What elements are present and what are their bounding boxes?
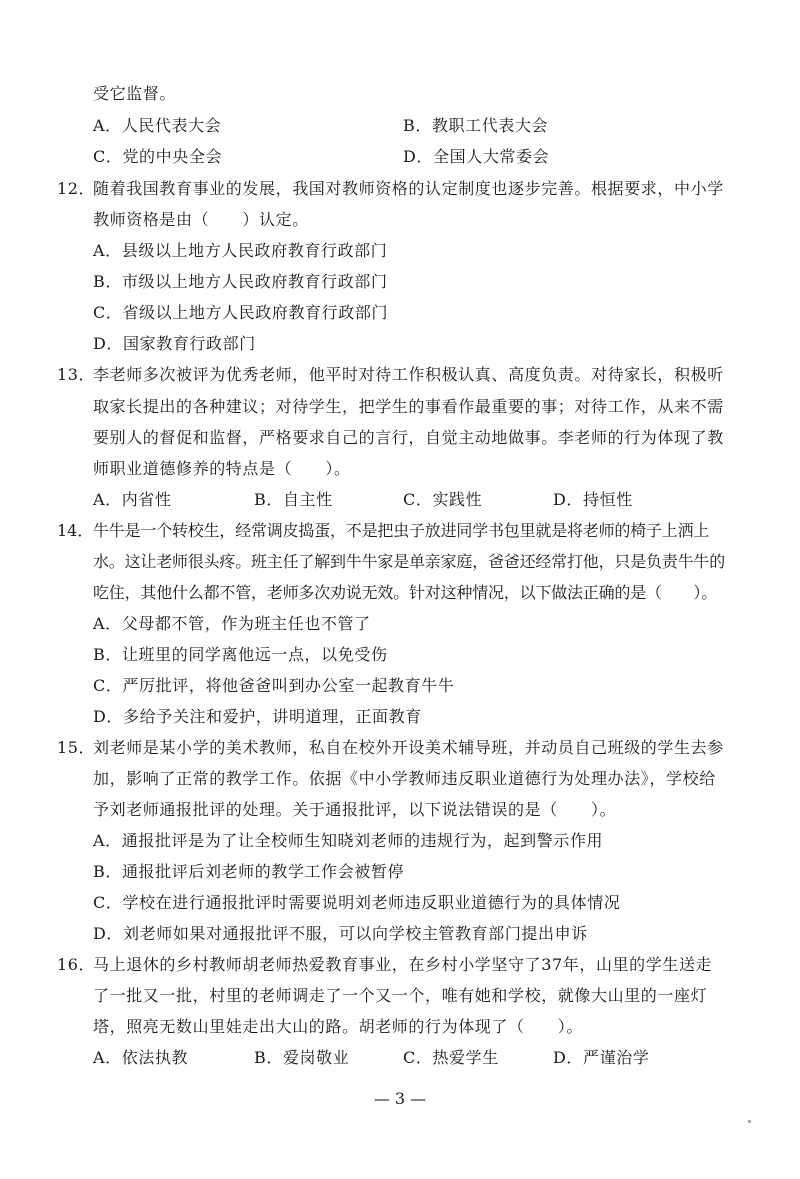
q16-option-a: A．依法执教 (93, 1048, 189, 1067)
q13-stem-line-2: 取家长提出的各种建议；对待学生，把学生的事看作最重要的事；对待工作，从来不需 (93, 397, 724, 416)
q16-number: 16． (57, 955, 96, 974)
q14-option-a: A．父母都不管，作为班主任也不管了 (93, 614, 371, 633)
q16-option-d: D．严谨治学 (553, 1048, 650, 1067)
q15-option-b: B．通报批评后刘老师的教学工作会被暂停 (93, 862, 405, 881)
scan-speck (748, 1120, 751, 1123)
q15-number: 15． (57, 738, 96, 757)
q15-stem-line-3: 予刘老师通报批评的处理。关于通报批评，以下说法错误的是（ ）。 (93, 800, 617, 819)
q12-option-a: A．县级以上地方人民政府教育行政部门 (93, 241, 388, 260)
q15-option-d: D．刘老师如果对通报批评不服，可以向学校主管教育部门提出申诉 (93, 924, 588, 943)
q11-option-a: A．人民代表大会 (93, 116, 222, 135)
q14-stem-line-1: 牛牛是一个转校生，经常调皮捣蛋，不是把虫子放进同学书包里就是将老师的椅子上洒上 (93, 521, 710, 540)
q14-stem-line-3: 吃住，其他什么都不管，老师多次劝说无效。针对这种情况，以下做法正确的是（ ）。 (93, 583, 718, 602)
q16-stem-line-3: 塔，照亮无数山里娃走出大山的路。胡老师的行为体现了（ ）。 (93, 1017, 584, 1036)
q15-option-c: C．学校在进行通报批评时需要说明刘老师违反职业道德行为的具体情况 (93, 893, 621, 912)
q12-stem-line-1: 随着我国教育事业的发展，我国对教师资格的认定制度也逐步完善。根据要求，中小学 (93, 179, 724, 198)
page-number: — 3 — (373, 1089, 427, 1108)
q12-stem-line-2: 教师资格是由（ ）认定。 (93, 210, 309, 229)
q16-option-b: B．爱岗敬业 (254, 1048, 350, 1067)
q13-option-b: B．自主性 (254, 490, 333, 509)
q14-option-c: C．严厉批评，将他爸爸叫到办公室一起教育牛牛 (93, 676, 455, 695)
q13-option-d: D．持恒性 (553, 490, 633, 509)
q13-stem-line-3: 要别人的督促和监督，严格要求自己的言行，自觉主动地做事。李老师的行为体现了教 (93, 428, 724, 447)
q14-option-b: B．让班里的同学离他远一点，以免受伤 (93, 645, 388, 664)
q15-stem-line-2: 加，影响了正常的教学工作。依据《中小学教师违反职业道德行为处理办法》，学校给 (93, 769, 716, 788)
q12-option-c: C．省级以上地方人民政府教育行政部门 (93, 303, 389, 322)
q11-option-c: C．党的中央全会 (93, 147, 223, 166)
q12-number: 12． (57, 179, 96, 198)
q11-option-d: D．全国人大常委会 (403, 147, 550, 166)
q13-stem-line-1: 李老师多次被评为优秀老师，他平时对待工作积极认真、高度负责。对待家长，积极听 (93, 365, 724, 384)
q14-number: 14． (57, 521, 94, 540)
q12-option-d: D．国家教育行政部门 (93, 334, 256, 353)
q14-option-d: D．多给予关注和爱护，讲明道理，正面教育 (93, 707, 422, 726)
q16-option-c: C．热爱学生 (403, 1048, 499, 1067)
q13-option-a: A．内省性 (93, 490, 172, 509)
q13-stem-line-4: 师职业道德修养的特点是（ ）。 (93, 459, 351, 478)
q11-option-b: B．教职工代表大会 (403, 116, 549, 135)
q13-number: 13． (57, 365, 96, 384)
q15-option-a: A．通报批评是为了让全校师生知晓刘老师的违规行为，起到警示作用 (93, 831, 604, 850)
q16-stem-line-1: 马上退休的乡村教师胡老师热爱教育事业，在乡村小学坚守了37年，山里的学生送走 (93, 955, 713, 974)
q16-stem-line-2: 了一批又一批，村里的老师调走了一个又一个，唯有她和学校，就像大山里的一座灯 (93, 986, 708, 1005)
q11-stem-tail: 受它监督。 (93, 84, 177, 103)
q15-stem-line-1: 刘老师是某小学的美术教师，私自在校外开设美术辅导班，并动员自己班级的学生去参 (93, 738, 724, 757)
q14-stem-line-2: 水。这让老师很头疼。班主任了解到牛牛家是单亲家庭，爸爸还经常打他，只是负责牛牛的 (93, 552, 726, 571)
q13-option-c: C．实践性 (403, 490, 483, 509)
q12-option-b: B．市级以上地方人民政府教育行政部门 (93, 272, 388, 291)
